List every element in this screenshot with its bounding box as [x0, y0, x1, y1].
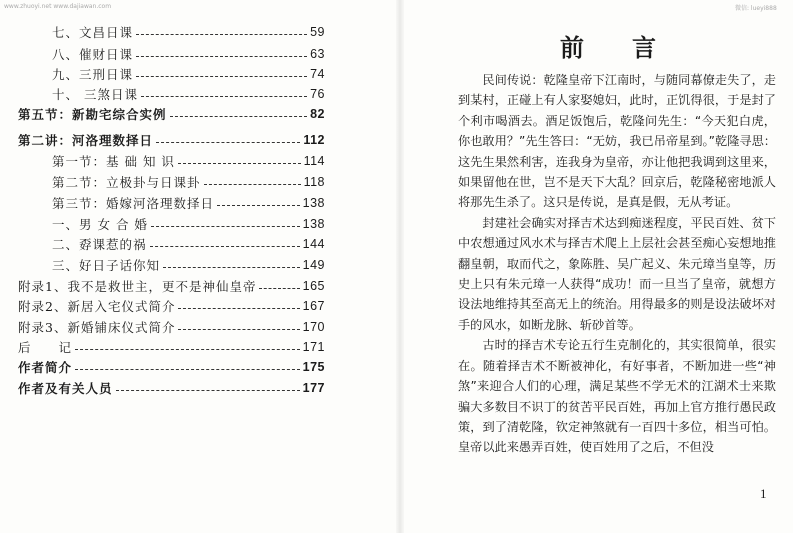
toc-entry-page: 144	[302, 237, 325, 251]
toc-leader-dots	[75, 349, 300, 350]
preface-heading: 前言	[560, 34, 704, 62]
preface-paragraph: 民间传说：乾隆皇帝下江南时，与随同幕僚走失了，走到某村，正碰上有人家娶媳妇，此时，正饥得很，于是封了个利市喝酒去。酒足饭饱后，乾隆问先生：“今天犯白虎，你也敢用？”先生答曰：“无妨，我已吊帝星到。”乾隆寻思：这先生果然利害，连我身为皇帝，亦让他把我调到这里来，如果留他在世，岂不是天下大乱？回京后，乾隆秘密地派人将那先生杀了。这只是传说，是真是假，无从考证。	[458, 73, 776, 210]
toc-entry-title: 第三节：婚嫁河洛理数择日	[52, 196, 215, 211]
toc-leader-dots	[75, 369, 300, 370]
header-right-watermark: 微信: lueyi888	[735, 5, 777, 12]
toc-entry-page: 175	[302, 360, 325, 374]
toc-leader-dots	[170, 116, 308, 117]
preface-paragraph: 古时的择吉术专论五行生克制化的，其实很简单，很实在。随着择吉术不断被神化，有好事者，不断加进一些“神煞”来迎合人们的心理，满足某些不学无术的江湖术士来欺骗大多数目不识丁的贫苦平民百姓，再加上官方推行愚民政策，到了清乾隆，钦定神煞就有一百四十多位，相当可怕。皇帝以此来愚弄百姓，使百姓用了之后，不但没	[458, 338, 776, 455]
preface-page	[400, 0, 793, 533]
toc-entry-page: 177	[302, 381, 325, 395]
toc-entry	[52, 84, 325, 104]
toc-leader-dots	[151, 226, 300, 227]
toc-entry	[18, 357, 325, 377]
toc-entry-page: 59	[310, 25, 325, 39]
toc-entry-page: 170	[302, 320, 325, 334]
toc-entry-page: 112	[303, 133, 325, 147]
toc-leader-dots	[136, 56, 307, 57]
toc-entry-page: 138	[302, 196, 325, 210]
toc-entry-title: 附录1、我不是救世主，更不是神仙皇帝	[18, 279, 257, 294]
toc-entry	[52, 255, 325, 275]
toc-leader-dots	[150, 246, 300, 247]
preface-paragraph: 封建社会确实对择吉术达到痴迷程度，平民百姓、贫下中农想通过风水术与择吉术爬上上层社会甚至痴心妄想地推翻皇朝，取而代之，象陈胜、吴广起义、朱元璋当皇等，历史上只有朱元璋一人获得“成功！而一旦当了皇帝，就想方设法地维持其至高无上的统治。用得最多的则是设法破坏对手的风水，如断龙脉、斩砂首等。	[458, 215, 776, 332]
toc-entry-title: 二、孬课惹的祸	[52, 237, 147, 252]
toc-leader-dots	[204, 184, 301, 185]
toc-entry-page: 118	[303, 175, 325, 189]
preface-body	[458, 70, 776, 458]
toc-entry-title: 八、催财日课	[52, 47, 134, 62]
page-number: 1	[760, 486, 767, 501]
toc-entry	[18, 296, 325, 316]
toc-entry-title: 七、文昌日课	[52, 25, 134, 40]
toc-entry-title: 后 记	[18, 340, 73, 355]
toc-leader-dots	[163, 267, 300, 268]
toc-entry-title: 附录3、新婚铺床仪式简介	[18, 320, 176, 335]
toc-entry-page: 171	[302, 340, 325, 354]
toc-entry	[52, 44, 325, 64]
toc-entry-page: 114	[303, 154, 325, 168]
toc-entry	[18, 337, 325, 357]
toc-leader-dots	[178, 163, 301, 164]
toc-entry	[18, 276, 325, 296]
toc-leader-dots	[116, 390, 300, 391]
toc-entry-title: 附录2、新居入宅仪式简介	[18, 299, 176, 314]
toc-entry-title: 一、男 女 合 婚	[52, 217, 148, 232]
toc-entry	[18, 317, 325, 337]
toc-entry	[52, 234, 325, 254]
toc-leader-dots	[217, 205, 300, 206]
toc-leader-dots	[178, 329, 299, 330]
toc-leader-dots	[136, 76, 307, 77]
toc-entry-page: 167	[302, 299, 325, 313]
toc-entry	[18, 104, 325, 124]
toc-entry	[52, 193, 325, 213]
toc-entry	[52, 22, 325, 42]
toc-entry	[52, 64, 325, 84]
toc-entry-page: 165	[302, 279, 325, 293]
toc-entry-title: 九、三刑日课	[52, 67, 134, 82]
toc-entry-title: 作者及有关人员	[18, 381, 113, 396]
toc-entry-title: 第二节：立极卦与日课卦	[52, 175, 201, 190]
toc-leader-dots	[178, 308, 299, 309]
toc-leader-dots	[141, 96, 307, 97]
toc-leader-dots	[136, 34, 307, 35]
toc-entry-page: 138	[302, 217, 325, 231]
toc-entry-title: 第二讲：河洛理数择日	[18, 133, 154, 148]
toc-leader-dots	[259, 288, 299, 289]
toc-entry	[18, 130, 325, 150]
toc-entry-page: 149	[302, 258, 325, 272]
toc-entry	[52, 214, 325, 234]
toc-entry-title: 第五节：新勘宅综合实例	[18, 107, 167, 122]
toc-entry-title: 作者简介	[18, 360, 73, 375]
toc-entry-page: 82	[310, 107, 325, 121]
toc-entry-title: 三、好日子话你知	[52, 258, 161, 273]
toc-entry-title: 十、 三煞日课	[52, 87, 138, 102]
toc-entry-title: 第一节：基 础 知 识	[52, 154, 175, 169]
toc-entry	[18, 378, 325, 398]
toc-entry-page: 74	[310, 67, 325, 81]
toc-entry	[52, 151, 325, 171]
toc-leader-dots	[156, 142, 300, 143]
header-left-watermark: www.zhuoyi.net www.dajiawan.com	[4, 3, 112, 10]
toc-entry	[52, 172, 325, 192]
toc-entry-page: 76	[310, 87, 325, 101]
toc-entry-page: 63	[310, 47, 325, 61]
